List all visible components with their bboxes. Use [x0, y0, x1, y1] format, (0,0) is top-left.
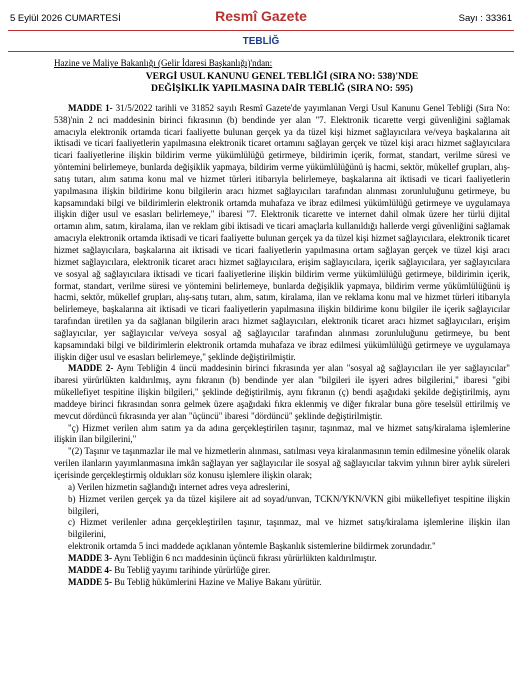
- article-2-head: MADDE 2-: [68, 363, 114, 374]
- article-4-head: MADDE 4-: [68, 564, 112, 575]
- issuer-line: Hazine ve Maliye Bakanlığı (Gelir İdaresi Başkanlığı)'ndan:: [54, 58, 273, 68]
- article-3-head: MADDE 3-: [68, 552, 112, 563]
- article-3-text: Aynı Tebliğin 6 ncı maddesinin üçüncü fıkrası yürürlükten kaldırılmıştır.: [111, 552, 377, 563]
- list-item-c: c) Hizmet verilenler adına gerçekleştirilen taşınır, taşınmaz, mal ve hizmet satış/kiralama işlemlerine ilişkin ilan bilgilerini,: [68, 517, 510, 540]
- article-5-head: MADDE 5-: [68, 576, 112, 587]
- section-label: TEBLİĞ: [242, 36, 280, 47]
- article-4-text: Bu Tebliğ yayımı tarihinde yürürlüğe girer.: [111, 564, 271, 575]
- article-2: [54, 363, 510, 422]
- section-divider: [8, 51, 514, 52]
- article-1-head: MADDE 1-: [68, 102, 113, 113]
- document-title: [54, 71, 510, 95]
- article-3: [54, 553, 510, 565]
- issue-date: 5 Eylül 2026 CUMARTESİ: [10, 13, 121, 24]
- amendment-paragraph-2: "(2) Taşınır ve taşınmazlar ile mal ve hizmetlerin alınması, satılması veya kiralanmasının temin edilmesine yönelik olarak verilen ilanların yayımlanmasına imkân sağlayan yer sağlayıcılar ile sosyal ağ sağlayıcılar takvim yılının birer aylık süreleri içerisinde gerçekleştirmiş oldukları söz konusu işlemlere ilişkin olarak;: [54, 446, 510, 480]
- issue-number: Sayı : 33361: [458, 13, 512, 24]
- masthead-divider: [8, 30, 514, 31]
- list-item-b: b) Hizmet verilen gerçek ya da tüzel kişilere ait ad soyad/unvan, TCKN/YKN/VKN gibi mükellefiyet tespitine ilişkin bilgileri,: [68, 493, 510, 516]
- amendment-c: "ç) Hizmet verilen alım satım ya da adına gerçekleştirilen taşınır, taşınmaz, mal ve hizmet satış/kiralama işlemlerine ilişkin ilan bilgilerini,": [54, 422, 510, 445]
- article-5-text: Bu Tebliğ hükümlerini Hazine ve Maliye Bakanı yürütür.: [111, 576, 322, 587]
- article-4: [54, 565, 510, 577]
- article-1: [54, 103, 510, 364]
- document-body: [54, 58, 510, 588]
- article-2-text: Aynı Tebliğin 4 üncü maddesinin birinci fıkrasında yer alan "sosyal ağ sağlayıcıları ile yer sağlayıcılar" ibaresi yürürlükten kaldırılmış, aynı fıkranın (b) bendinde yer alan "bilgileri ile işyeri adres bilgilerini," ibaresi "gibi mükellefiyet tespitine ilişkin bilgileri," şeklinde değiştirilmiş, aynı fıkranın (ç) bendi aşağıdaki şekilde değiştirilmiş, aynı maddeye birinci fıkrasından sonra gelmek üzere aşağıdaki fıkra eklenmiş ve diğer fıkralar buna göre teselsül ettirilmiş ve mevcut dördüncü fıkrasında yer alan "üçüncü" ibaresi "dördüncü" şeklinde değiştirilmiştir.: [54, 363, 510, 421]
- article-5: [54, 577, 510, 589]
- closing-line: elektronik ortamda 5 inci maddede açıklanan yöntemle Başkanlık sistemlerine bildirmek zorundadır.": [68, 541, 436, 552]
- article-1-text: 31/5/2022 tarihli ve 31852 sayılı Resmî Gazete'de yayımlanan Vergi Usul Kanunu Genel Tebliği (Sıra No: 538)'nin 2 nci maddesinin birinci fıkrasının (b) bendinde yer alan "7. Elektronik ticarette vergi güvenliğini sağlamak amacıyla elektronik ortamda ticari faaliyette bulunan gerçek ya da tüzel kişi hizmet sağlayıcılara ve/veya başkalarına ait iktisadi ve ticari faaliyetlerin yapılmasına elektronik ticaret ortamını sağlayan gerçek ve tüzel kişi aracı hizmet sağlayıcılara ticari faaliyetlerine ilişkin bildirim verme yükümlülüğü getirmeye, bildirimin içerik, format, standart, verilme süresi ve yöntemini belirlemeye, bunlarda değişiklik yapmaya, bildirim verme yükümlülüğünü iş hacmi, sektör, mükellef grupları, alış-satış tutarı, alım satıma konu mal ve hizmet türleri itibarıyla belirlemeye, başkalarına ait iktisadi ve ticari faaliyetlerin yapılmasına ilişkin bildirime konu bilgilerin aracı hizmet sağlayıcıları tarafından alınması zorunluluğunu getirmeye, bu kapsamındaki bilgi ve bildirimlerin elektronik ortamda muhafaza ve ibraz edilmesi yükümlülüğü getirmeye ve uygulamaya ilişkin diğer usul ve esasları belirlemeye," ibaresi "7. Elektronik ticarette ve internet dahil olmak üzere her türlü dijital ortamın alım, satım, kiralama, ilan ve reklam gibi iktisadi ve ticari amaçlarla kullanıldığı hallerde vergi güvenliğini sağlamak amacıyla elektronik ortamda iktisadi ve ticari faaliyette bulunan gerçek ya da tüzel kişi hizmet sağlayıcılara, elektronik ticaret hizmet sağlayıcılara, başkalarına ait iktisadi ve ticari faaliyetlerin yapılmasına ortam sağlayan gerçek ve tüzel kişi aracı hizmet sağlayıcılara, elektronik ticaret aracı hizmet sağlayıcılara, erişim sağlayıcılara, içerik sağlayıcılara, yer sağlayıcılara ve sosyal ağ sağlayıcılara iktisadi ve ticari faaliyetlerine ilişkin bildirim verme yükümlülüğü getirmeye, bildirimin içerik, format, standart, verilme süresi ve yöntemini belirlemeye, bunlarda değişiklik yapmaya, bildirim verme yükümlülüğünü iş hacmi, sektör, mükellef grupları, alış-satış tutarı, alım, satım, kiralama, ilan ve reklama konu mal ve hizmet türleri itibarıyla belirlemeye, başkalarına ait iktisadi ve ticari faaliyetlerin yapılmasına ilişkin bildirime konu bilgiler ile içerik sağlayıcılar tarafından üretilen ya da sağlanan bilgilerin aracı hizmet sağlayıcıları, elektronik ticaret aracı hizmet sağlayıcıları, erişim sağlayıcılar, yer sağlayıcılar ve/veya sosyal ağ sağlayıcılar tarafından alınması zorunluluğunu getirmeye, bu bent kapsamındaki bilgi ve bildirimlerin elektronik ortamda muhafaza ve ibraz edilmesi yükümlülüğü getirmeye ve uygulamaya ilişkin diğer usul ve esasları belirlemeye," şeklinde değiştirilmiştir.: [54, 102, 510, 362]
- masthead: [8, 6, 514, 30]
- title-line-1: VERGİ USUL KANUNU GENEL TEBLİĞİ (SIRA NO: 538)'NDE: [145, 70, 419, 82]
- gazette-name: Resmî Gazete: [215, 8, 307, 24]
- list-item-a: a) Verilen hizmetin sağlandığı internet adres veya adreslerini,: [68, 481, 290, 492]
- title-line-2: DEĞİŞİKLİK YAPILMASINA DAİR TEBLİĞ (SIRA NO: 595): [151, 82, 413, 94]
